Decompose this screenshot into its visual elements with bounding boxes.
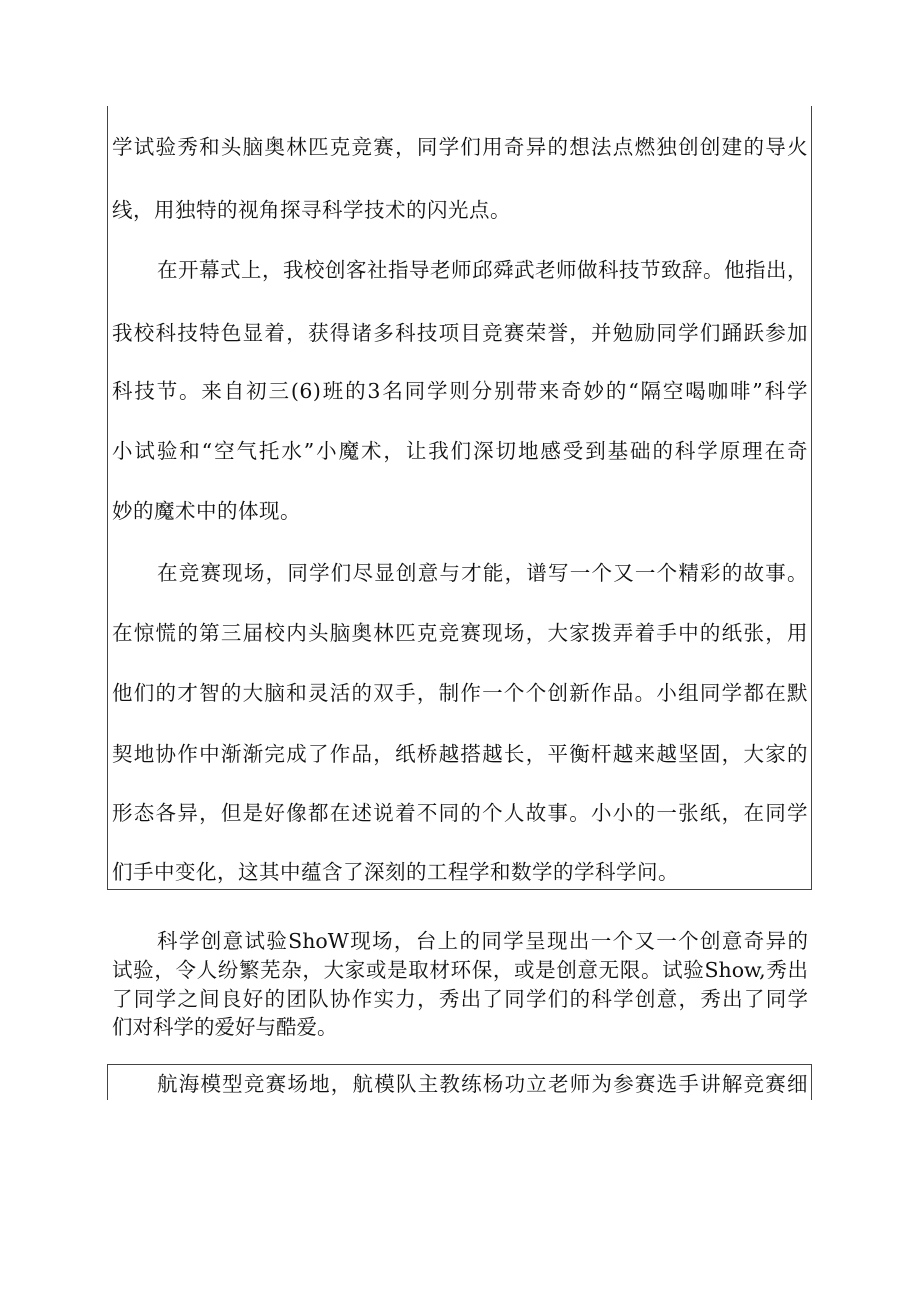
body-line: 在开幕式上，我校创客社指导老师邱舜武老师做科技节致辞。他指出， [157, 258, 808, 282]
body-line: 小试验和“空气托水”小魔术，让我们深切地感受到基础的科学原理在奇 [112, 439, 808, 463]
body-line: 我校科技特色显着，获得诸多科技项目竞赛荣誉，并勉励同学们踊跃参加 [112, 321, 808, 345]
body-line: 形态各异，但是好像都在述说着不同的个人故事。小小的一张纸，在同学 [112, 801, 808, 825]
body-line: 试验，令人纷繁芜杂，大家或是取材环保，或是创意无限。试验Show,秀出 [112, 958, 808, 982]
body-line: 科学创意试验ShoW现场，台上的同学呈现出一个又一个创意奇异的 [157, 929, 808, 953]
body-line: 们对科学的爱好与酷爱。 [112, 1015, 338, 1039]
body-line: 学试验秀和头脑奥林匹克竞赛，同学们用奇异的想法点燃独创创建的导火 [112, 135, 808, 159]
body-line: 们手中变化，这其中蕴含了深刻的工程学和数学的学科学问。 [112, 860, 679, 884]
body-line: 线，用独特的视角探寻科学技术的闪光点。 [112, 198, 511, 222]
body-line: 在竞赛现场，同学们尽显创意与才能，谱写一个又一个精彩的故事。 [157, 561, 808, 585]
body-line: 契地协作中渐渐完成了作品，纸桥越搭越长，平衡杆越来越坚固，大家的 [112, 742, 808, 766]
body-line: 他们的才智的大脑和灵活的双手，制作一个个创新作品。小组同学都在默 [112, 681, 808, 705]
body-line: 妙的魔术中的体现。 [112, 499, 301, 523]
body-line: 在惊慌的第三届校内头脑奥林匹克竞赛现场，大家拨弄着手中的纸张，用 [112, 621, 808, 645]
body-line: 了同学之间良好的团队协作实力，秀出了同学们的科学创意，秀出了同学 [112, 987, 808, 1011]
body-line: 科技节。来自初三(6)班的3名同学则分别带来奇妙的“隔空喝咖啡”科学 [112, 379, 808, 403]
body-line: 航海模型竞赛场地，航模队主教练杨功立老师为参赛选手讲解竞赛细 [157, 1072, 808, 1096]
